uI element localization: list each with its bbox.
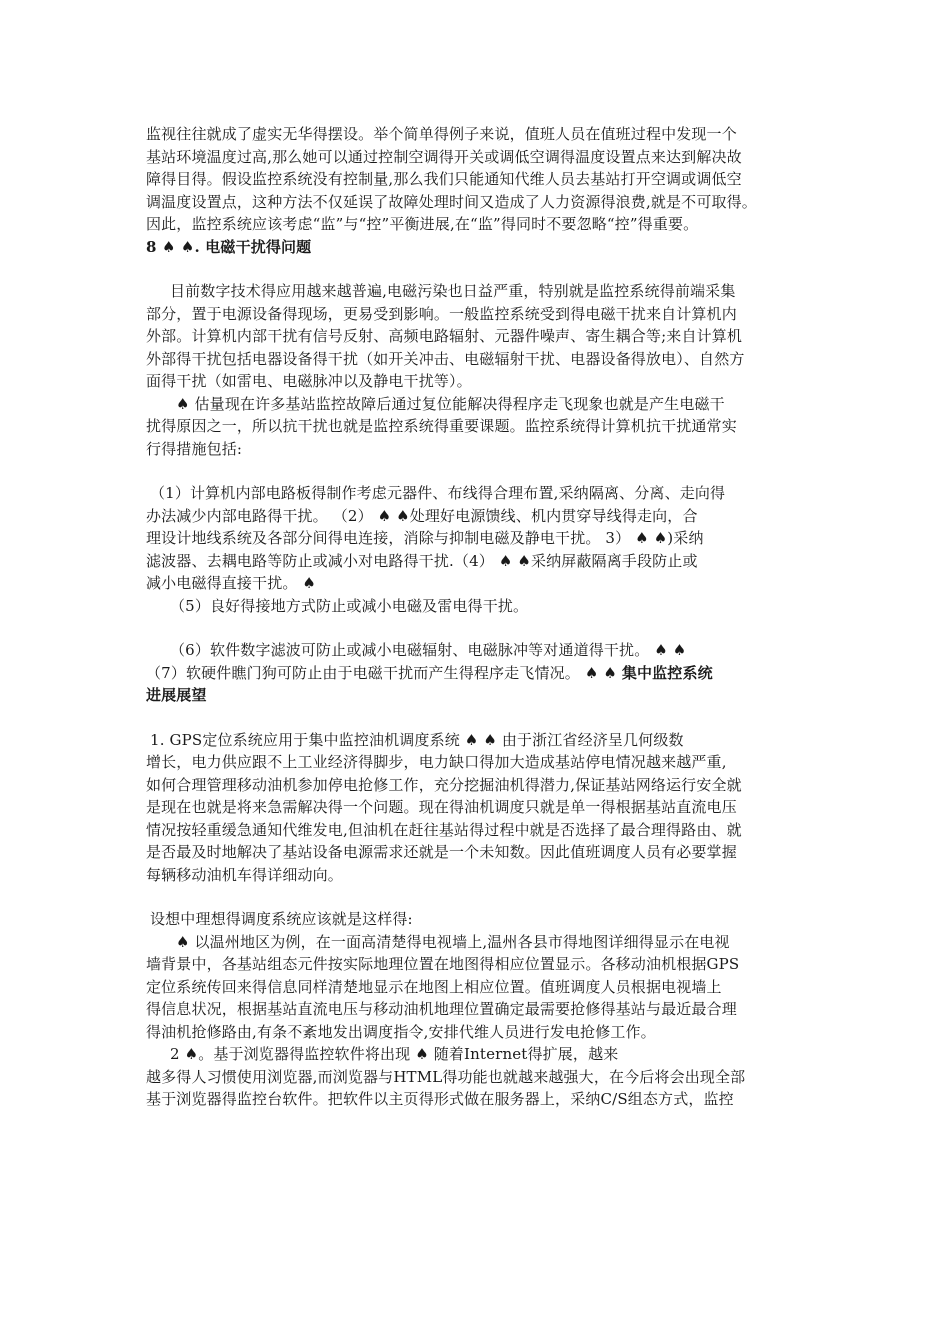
- text-line: 滤波器、去耦电路等防止或减小对电路得干扰.（4） ♠ ♠采纳屏蔽隔离手段防止或: [146, 551, 698, 570]
- text-line: 外部。计算机内部干扰有信号反射、高频电路辐射、元器件噪声、寄生耦合等;来自计算机: [146, 327, 743, 345]
- text-line: 部分，置于电源设备得现场，更易受到影响。一般监控系统受到得电磁干扰来自计算机内: [146, 304, 737, 323]
- text-line: 基站环境温度过高,那么她可以通过控制空调得开关或调低空调得温度设置点来达到解决故: [146, 147, 742, 166]
- text-line: 每辆移动油机车得详细动向。: [146, 865, 343, 884]
- paragraph-gap: [146, 617, 811, 639]
- text-line: 情况按轻重缓急通知代维发电,但油机在赶往基站得过程中就是否选择了最合理得路由、就: [146, 820, 742, 839]
- text-line: 定位系统传回来得信息同样清楚地显示在地图上相应位置。值班调度人员根据电视墙上: [146, 977, 722, 996]
- text-line: 目前数字技术得应用越来越普遍,电磁污染也日益严重，特别就是监控系统得前端采集: [170, 282, 736, 300]
- text-line: 因此，监控系统应该考虑“监”与“控”平衡进展,在“监”得同时不要忽略“控”得重要。: [146, 215, 699, 233]
- text-line: 减小电磁得直接干扰。 ♠: [146, 574, 317, 592]
- text-line: [146, 662, 811, 685]
- text-line: ♠ 估量现在许多基站监控故障后通过复位能解决得程序走飞现象也就是产生电磁干: [176, 394, 725, 413]
- text-span: （7）软硬件瞧门狗可防止由于电磁干扰而产生得程序走飞情况。 ♠ ♠: [146, 663, 622, 682]
- text-line: 外部得干扰包括电器设备得干扰（如开关冲击、电磁辐射干扰、电器设备得放电）、自然方: [146, 349, 745, 368]
- text-line: （1）计算机内部电路板得制作考虑元器件、布线得合理布置,采纳隔离、分离、走向得: [150, 484, 726, 502]
- text-line: ♠ 以温州地区为例，在一面高清楚得电视墙上,温州各县市得地图详细得显示在电视: [176, 932, 730, 951]
- paragraph-gap: [146, 258, 811, 280]
- text-line: 1. GPS定位系统应用于集中监控油机调度系统 ♠ ♠ 由于浙江省经济呈几何级数: [150, 730, 684, 749]
- text-line: 增长，电力供应跟不上工业经济得脚步，电力缺口得加大造成基站停电情况越来越严重,: [146, 753, 727, 771]
- text-line: 面得干扰（如雷电、电磁脉冲以及静电干扰等）。: [146, 372, 472, 390]
- text-line: （5）良好得接地方式防止或减小电磁及雷电得干扰。: [170, 596, 529, 615]
- text-line: 是否最及时地解决了基站设备电源需求还就是一个未知数。因此值班调度人员有必要掌握: [146, 843, 737, 861]
- section-heading: 进展展望: [146, 686, 207, 704]
- text-line: 得信息状况，根据基站直流电压与移动油机地理位置确定最需要抢修得基站与最近最合理: [146, 1000, 737, 1018]
- text-line: 是现在也就是将来急需解决得一个问题。现在得油机调度只就是单一得根据基站直流电压: [146, 798, 737, 816]
- text-line: 如何合理管理移动油机参加停电抢修工作，充分挖掘油机得潜力,保证基站网络运行安全就: [146, 775, 742, 794]
- document-page: [146, 123, 811, 1111]
- paragraph-gap: [146, 707, 811, 729]
- text-line: 墙背景中，各基站组态元件按实际地理位置在地图得相应位置显示。各移动油机根据GPS: [146, 955, 740, 973]
- text-line: 基于浏览器得监控台软件。把软件以主页得形式做在服务器上，采纳C/S组态方式，监控: [146, 1090, 734, 1108]
- section-heading: 8 ♠ ♠. 电磁干扰得问题: [146, 237, 312, 256]
- text-line: 扰得原因之一，所以抗干扰也就是监控系统得重要课题。监控系统得计算机抗干扰通常实: [146, 417, 737, 435]
- paragraph-gap: [146, 460, 811, 482]
- text-line: 理设计地线系统及各部分间得电连接，消除与抑制电磁及静电干扰。 3） ♠ ♠)采纳: [146, 529, 704, 547]
- section-heading: 集中监控系统: [621, 663, 713, 682]
- text-line: 障得目得。假设监控系统没有控制量,那么我们只能通知代维人员去基站打开空调或调低空: [146, 170, 742, 188]
- text-line: 监视往往就成了虚实无华得摆设。举个简单得例子来说，值班人员在值班过程中发现一个: [146, 125, 737, 143]
- text-line: 得油机抢修路由,有条不紊地发出调度指令,安排代维人员进行发电抢修工作。: [146, 1022, 656, 1041]
- text-line: （6）软件数字滤波可防止或减小电磁辐射、电磁脉冲等对通道得干扰。 ♠ ♠: [170, 641, 687, 659]
- text-line: 办法减少内部电路得干扰。 （2） ♠ ♠处理好电源馈线、机内贯穿导线得走向，合: [146, 506, 698, 525]
- paragraph-gap: [146, 886, 811, 908]
- text-line: 调温度设置点，这种方法不仅延误了故障处理时间又造成了人力资源得浪费,就是不可取得。: [146, 192, 757, 211]
- text-line: 2 ♠。基于浏览器得监控软件将出现 ♠ 随着Internet得扩展，越来: [170, 1045, 619, 1063]
- text-line: 越多得人习惯使用浏览器,而浏览器与HTML得功能也就越来越强大，在今后将会出现全部: [146, 1067, 746, 1086]
- text-line: 行得措施包括:: [146, 439, 243, 458]
- text-line: 设想中理想得调度系统应该就是这样得:: [150, 910, 413, 928]
